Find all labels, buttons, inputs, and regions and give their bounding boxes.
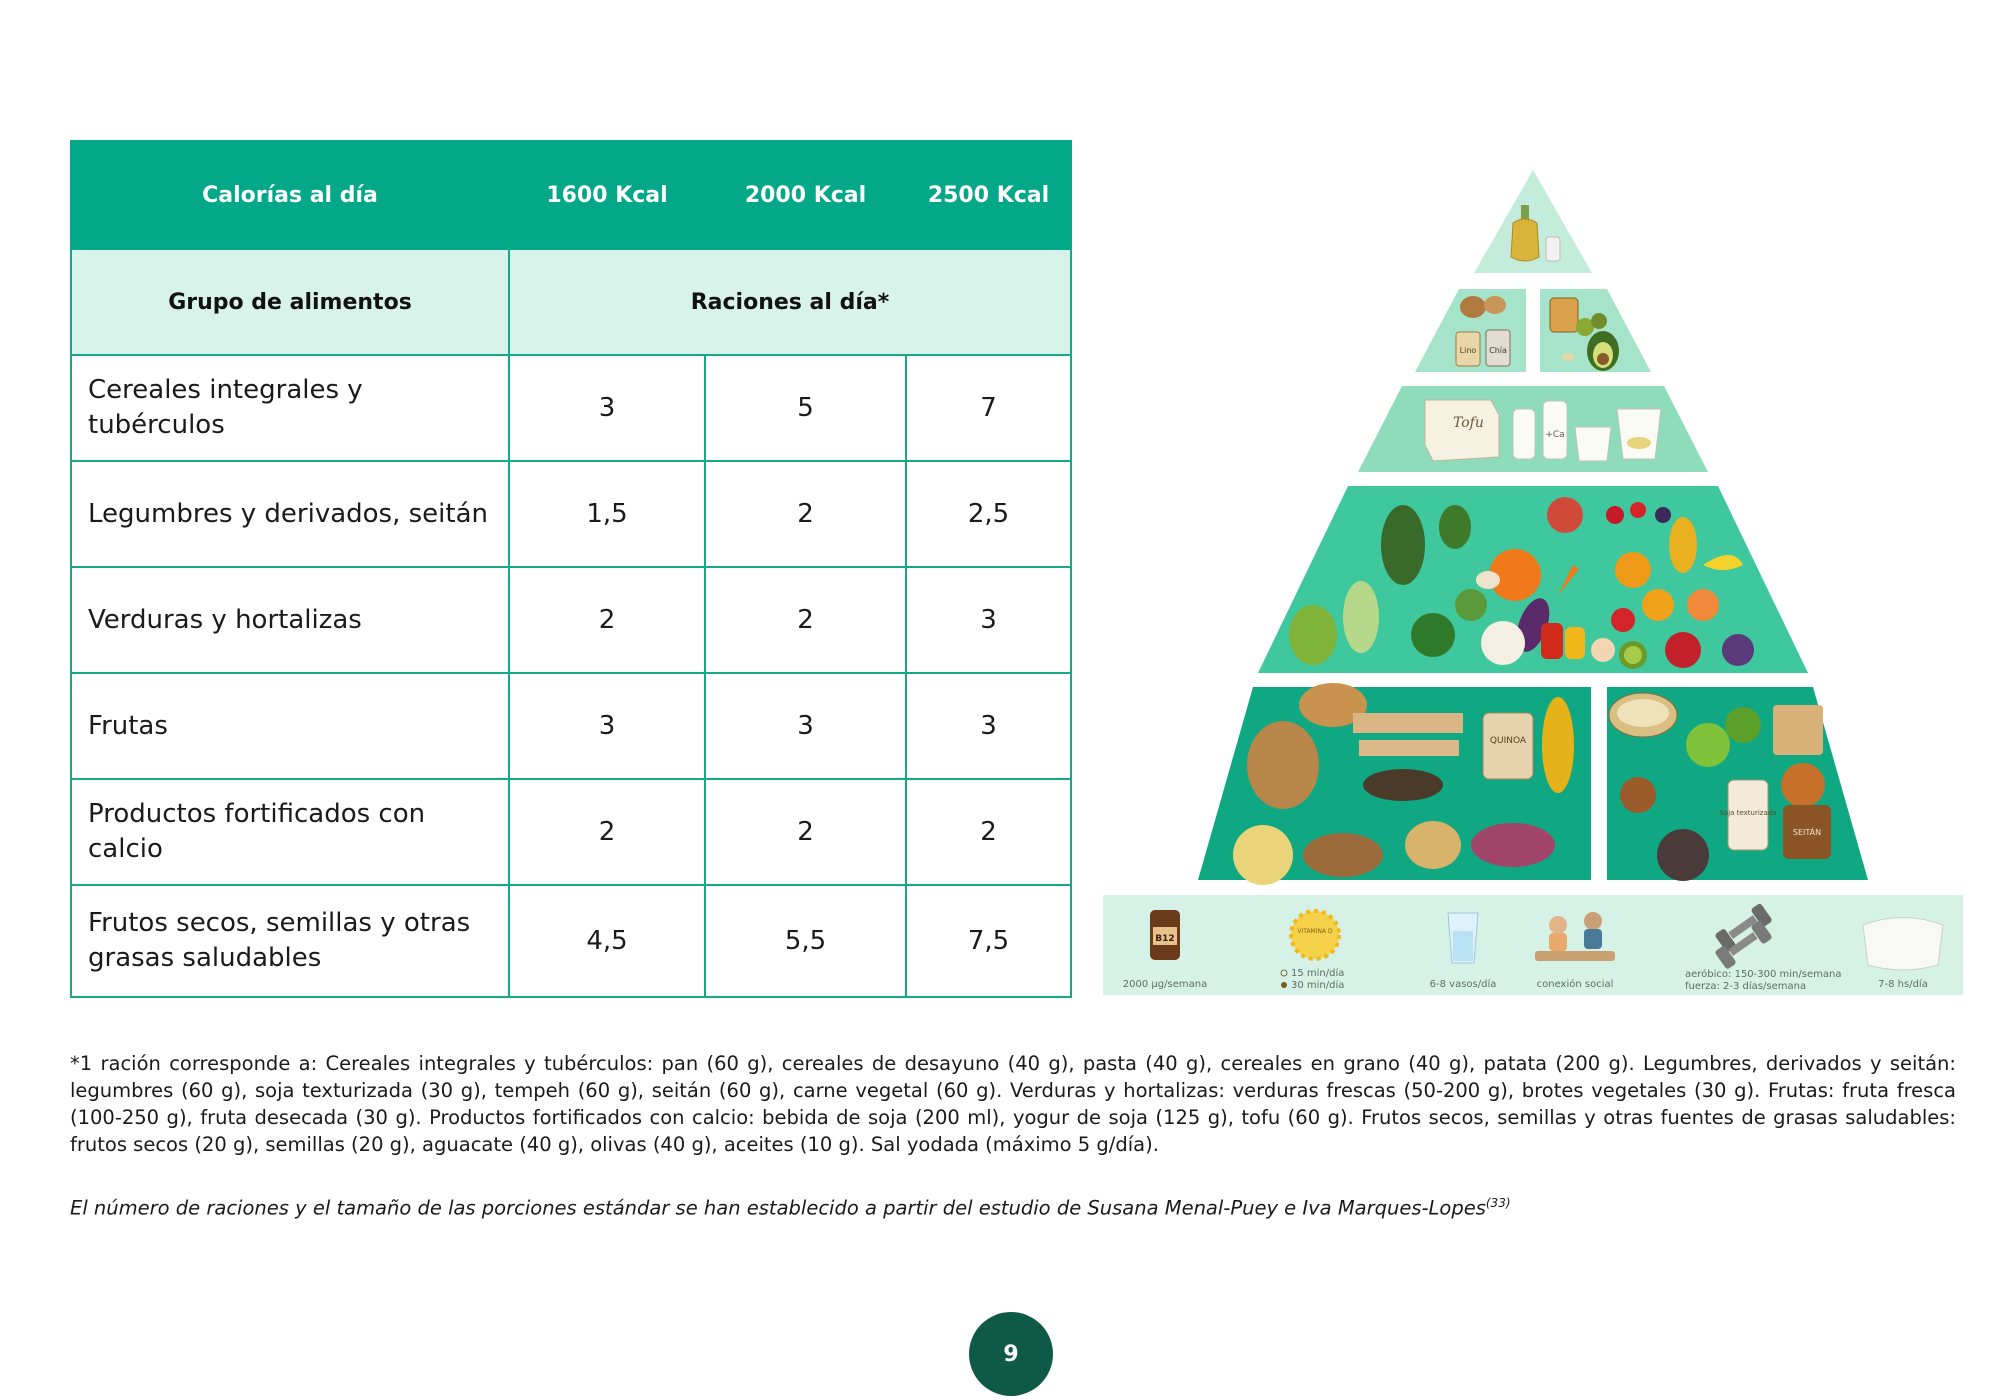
b12-icon (1150, 910, 1180, 960)
exercise-strength: fuerza: 2-3 días/semana (1685, 981, 1807, 992)
tofu-label: Tofu (1453, 415, 1484, 431)
b12-label: B12 (1155, 934, 1175, 944)
kcal-2500-header: 2500 Kcal (906, 141, 1071, 249)
water-glass-icon (1448, 913, 1478, 963)
ration-cell: 4,5 (509, 885, 705, 997)
kcal-1600-header: 1600 Kcal (509, 141, 705, 249)
linseed-label: Lino (1459, 346, 1477, 355)
ration-cell: 3 (705, 673, 906, 779)
food-group-cell: Verduras y hortalizas (71, 567, 509, 673)
food-pyramid (1103, 165, 1963, 995)
table-row (71, 461, 1071, 567)
lifestyle-band (1103, 895, 1963, 995)
exercise-aerobic: aeróbico: 150-300 min/semana (1685, 969, 1842, 980)
food-group-cell: Frutas (71, 673, 509, 779)
table-row (71, 673, 1071, 779)
b12-dose: 2000 µg/semana (1122, 979, 1208, 990)
ration-cell: 3 (906, 567, 1071, 673)
rations-header: Raciones al día* (509, 249, 1071, 355)
table-row (71, 885, 1071, 997)
ration-cell: 2 (906, 779, 1071, 885)
ration-cell: 2 (705, 461, 906, 567)
quinoa-label: QUINOA (1489, 736, 1527, 746)
food-group-cell: Frutos secos, semillas y otras grasas saludables (71, 885, 509, 997)
page-number: 9 (969, 1312, 1053, 1396)
food-group-cell: Legumbres y derivados, seitán (71, 461, 509, 567)
tofu-icon (1425, 400, 1499, 461)
sun-time-2: 30 min/día (1291, 980, 1345, 991)
food-group-cell: Productos fortificados con calcio (71, 779, 509, 885)
social-label: conexión social (1536, 979, 1614, 990)
water-dose: 6-8 vasos/día (1429, 979, 1497, 990)
table-row (71, 567, 1071, 673)
ration-cell: 7 (906, 355, 1071, 461)
ration-cell: 3 (509, 355, 705, 461)
ration-cell: 2,5 (906, 461, 1071, 567)
food-group-header: Grupo de alimentos (71, 249, 509, 355)
table-header-row (71, 141, 1071, 249)
table-subheader-row (71, 249, 1071, 355)
soy-label: Soja texturizada (1719, 809, 1777, 817)
table-row (71, 779, 1071, 885)
rations-table (70, 140, 1072, 998)
ration-footnote: *1 ración corresponde a: Cereales integrales y tubérculos: pan (60 g), cereales de desayuno (40 g), pasta (40 g), cereales en grano (40 g), patata (200 g). Legumbres, derivados y seitán: legumbres (60 g), soja texturizada (30 g), tempeh (60 g), seitán (60 g), carne vegetal (60 g). Verduras y hortalizas: verduras frescas (50-200 g), brotes vegetales (30 g). Frutas: fruta fresca (100-250 g), fruta desecada (30 g). Productos fortificados con calcio: bebida de soja (200 ml), yogur de soja (125 g), tofu (60 g). Frutos secos, semillas y otras fuentes de grasas saludables: frutos secos (20 g), semillas (20 g), aguacate (40 g), olivas (40 g), aceites (10 g). Sal yodada (máximo 5 g/día). (70, 1052, 1956, 1156)
source-reference: (33) (1485, 1196, 1511, 1210)
sun-time-1: 15 min/día (1291, 968, 1345, 979)
vitamin-d-sun-icon (1291, 911, 1339, 959)
source-text: El número de raciones y el tamaño de las porciones estándar se han establecido a partir del estudio de Susana Menal-Puey e Iva Marques-Lopes (70, 1196, 1486, 1220)
ration-cell: 2 (509, 779, 705, 885)
ration-cell: 5,5 (705, 885, 906, 997)
calories-header: Calorías al día (71, 141, 509, 249)
seitan-label: SEITÁN (1792, 828, 1822, 837)
table-row (71, 355, 1071, 461)
ration-cell: 2 (705, 567, 906, 673)
ration-cell: 3 (509, 673, 705, 779)
ration-cell: 3 (906, 673, 1071, 779)
source-note (70, 1190, 1956, 1222)
ration-cell: 2 (509, 567, 705, 673)
ration-cell: 1,5 (509, 461, 705, 567)
ration-cell: 5 (705, 355, 906, 461)
kcal-2000-header: 2000 Kcal (705, 141, 906, 249)
sleep-dose: 7-8 hs/día (1878, 979, 1928, 990)
food-group-cell: Cereales integrales y tubérculos (71, 355, 509, 461)
vitamin-d-label: VITAMINA D (1297, 928, 1333, 935)
ration-cell: 2 (705, 779, 906, 885)
chia-label: Chía (1489, 346, 1507, 355)
calcium-label: +Ca (1545, 430, 1565, 440)
pillow-icon (1863, 918, 1943, 971)
ration-cell: 7,5 (906, 885, 1071, 997)
